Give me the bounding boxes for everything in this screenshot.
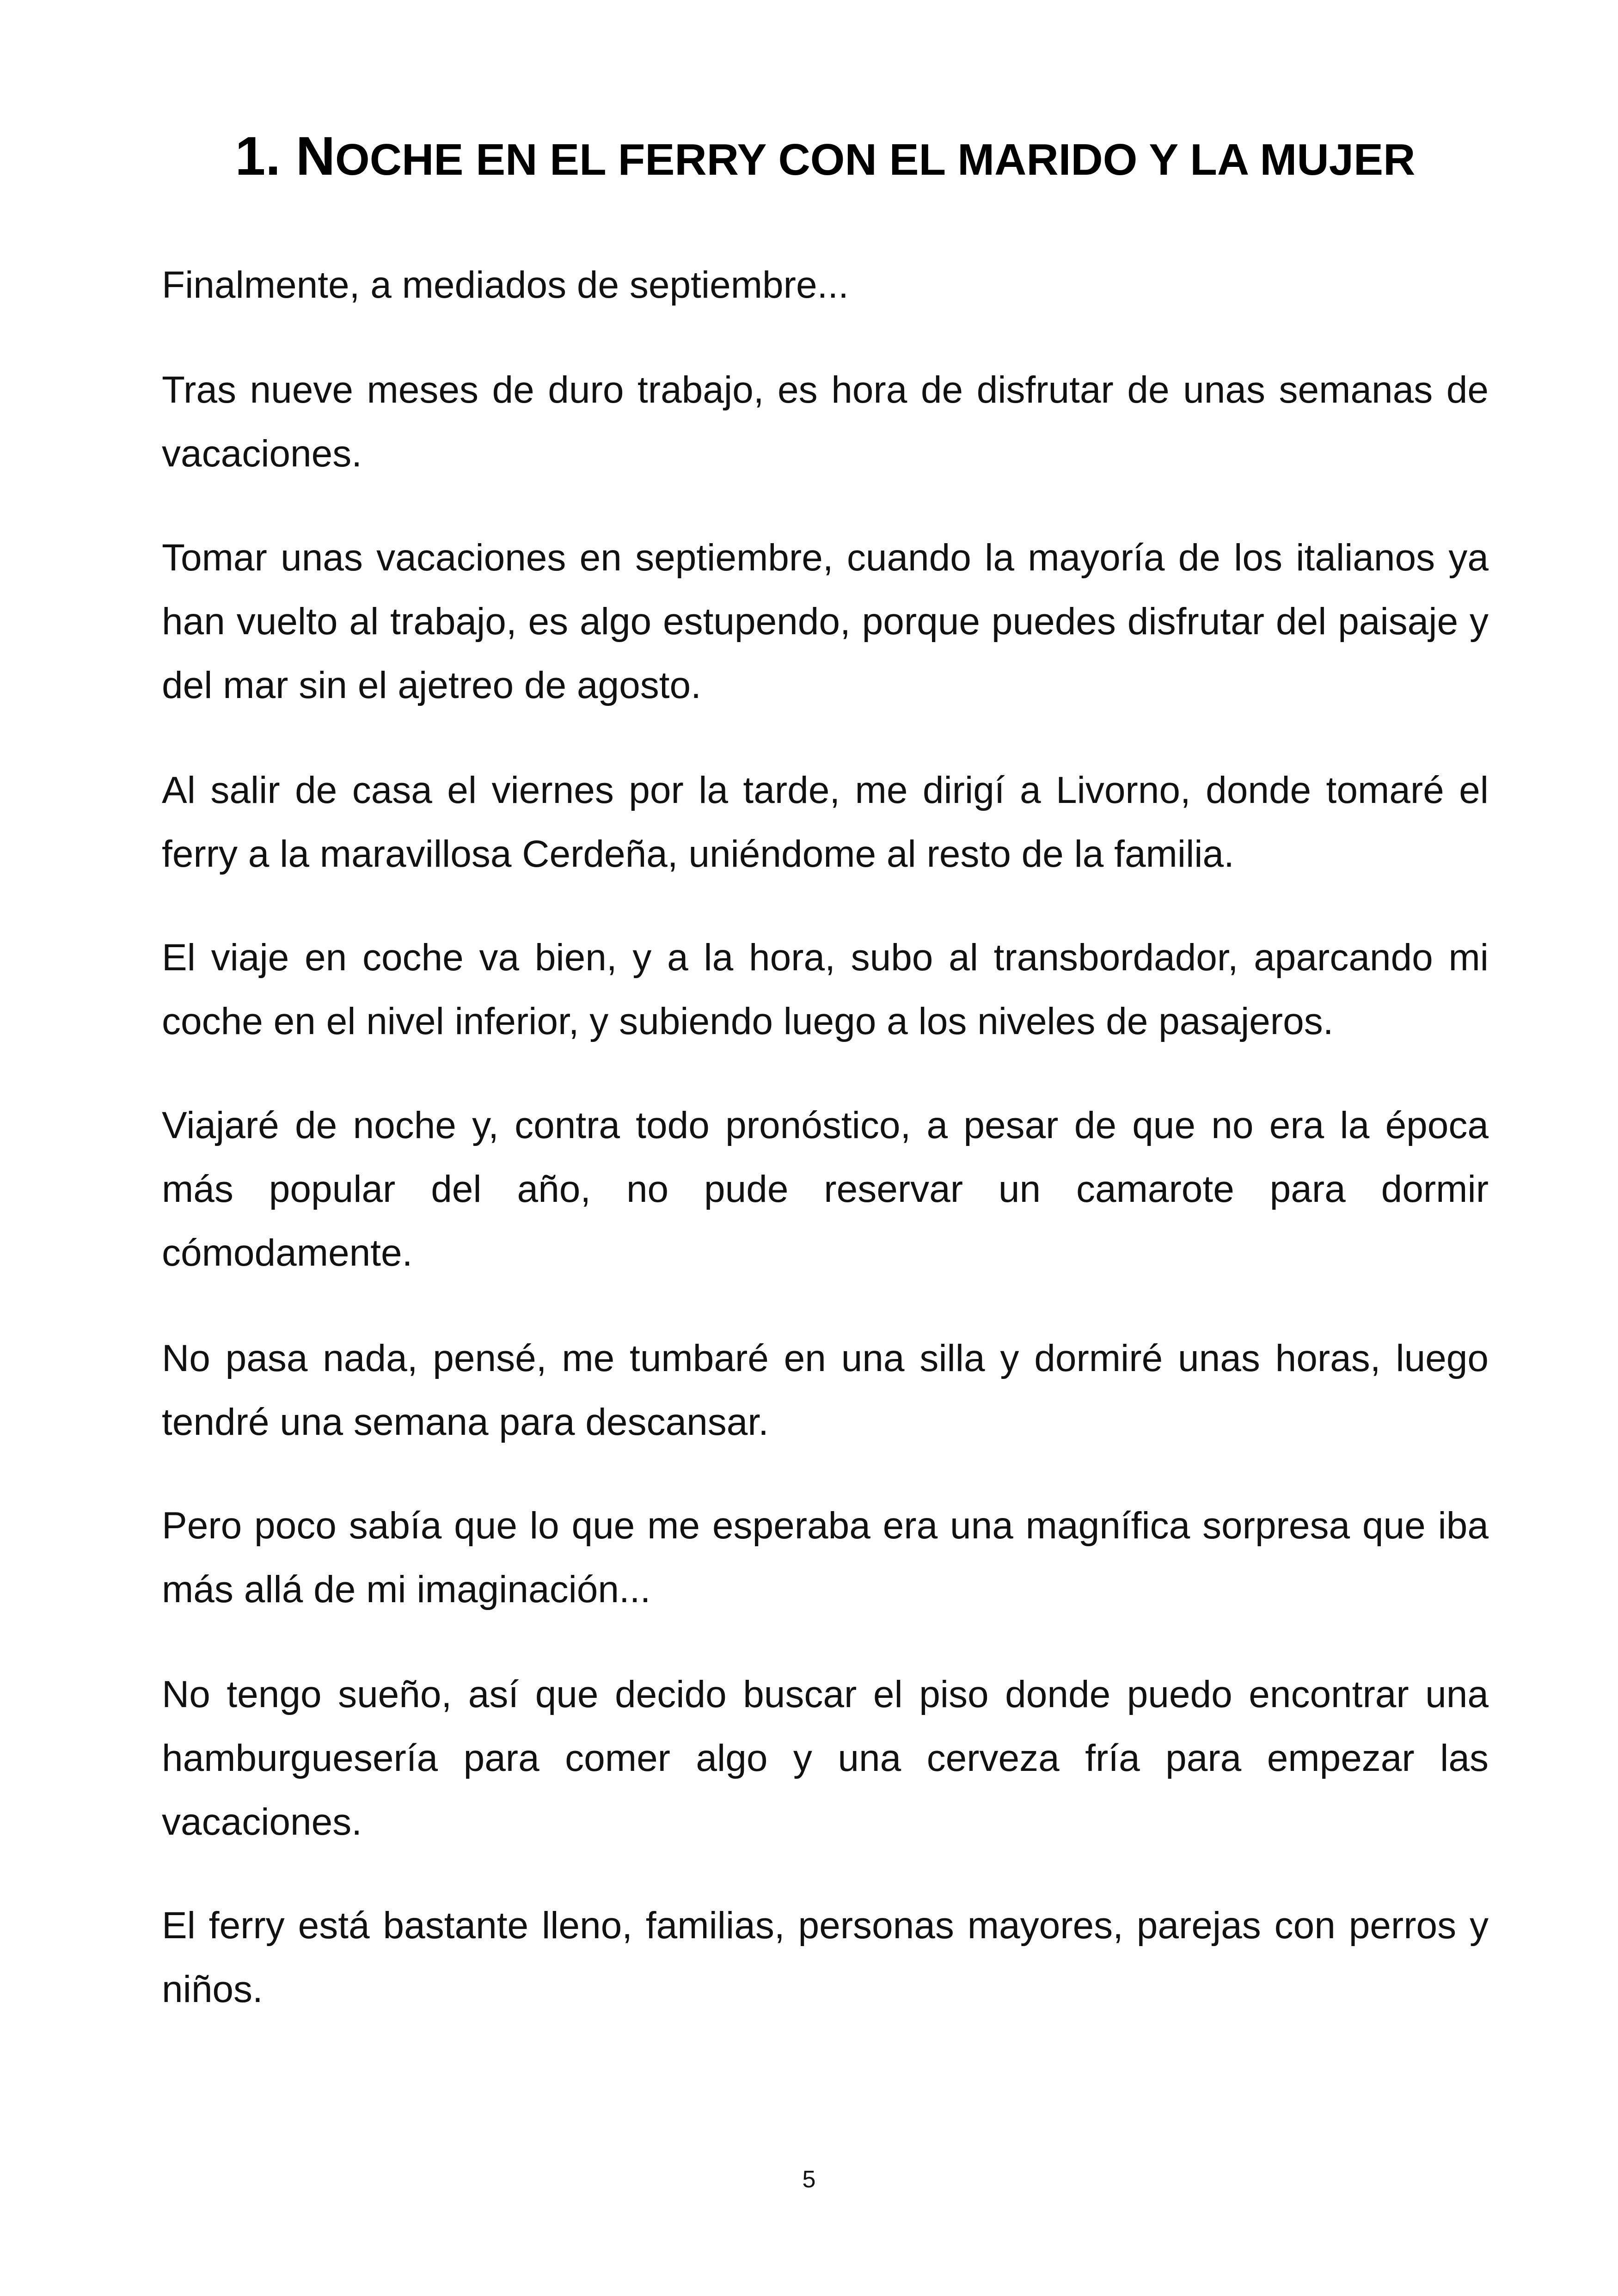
paragraph-6: Viajaré de noche y, contra todo pronóstico, a pesar de que no era la época más popular del año, no pude reservar un camarote para dormir cómodamente. [162,1104,1489,1274]
paragraph-1: Finalmente, a mediados de septiembre... [162,264,849,306]
chapter-title-initial: N [295,126,336,187]
paragraph-8: Pero poco sabía que lo que me esperaba era una magnífica sorpresa que iba más allá de mi imaginación... [162,1505,1489,1610]
chapter-title-rest: OCHE EN EL FERRY CON EL MARIDO Y LA MUJER [335,135,1416,184]
paragraph-2: Tras nueve meses de duro trabajo, es hora de disfrutar de unas semanas de vacaciones. [162,369,1489,475]
paragraph-5: El viaje en coche va bien, y a la hora, subo al transbordador, aparcando mi coche en el nivel inferior, y subiendo luego a los niveles de pasajeros. [162,937,1489,1042]
paragraph-4: Al salir de casa el viernes por la tarde, me dirigí a Livorno, donde tomaré el ferry a la maravillosa Cerdeña, uniéndome al resto de la familia. [162,769,1489,875]
page-number: 5 [802,2166,816,2193]
paragraph-10: El ferry está bastante lleno, familias, personas mayores, parejas con perros y niños. [162,1904,1489,2010]
paragraph-9: No tengo sueño, así que decido buscar el piso donde puedo encontrar una hamburguesería para comer algo y una cerveza fría para empezar las vacaciones. [162,1673,1489,1843]
paragraph-3: Tomar unas vacaciones en septiembre, cuando la mayoría de los italianos ya han vuelto al trabajo, es algo estupendo, porque puedes disfrutar del paisaje y del mar sin el ajetreo de agosto. [162,537,1489,706]
chapter-number: 1. [235,126,281,187]
paragraph-7: No pasa nada, pensé, me tumbaré en una silla y dormiré unas horas, luego tendré una semana para descansar. [162,1337,1489,1443]
chapter-title [162,119,1489,197]
